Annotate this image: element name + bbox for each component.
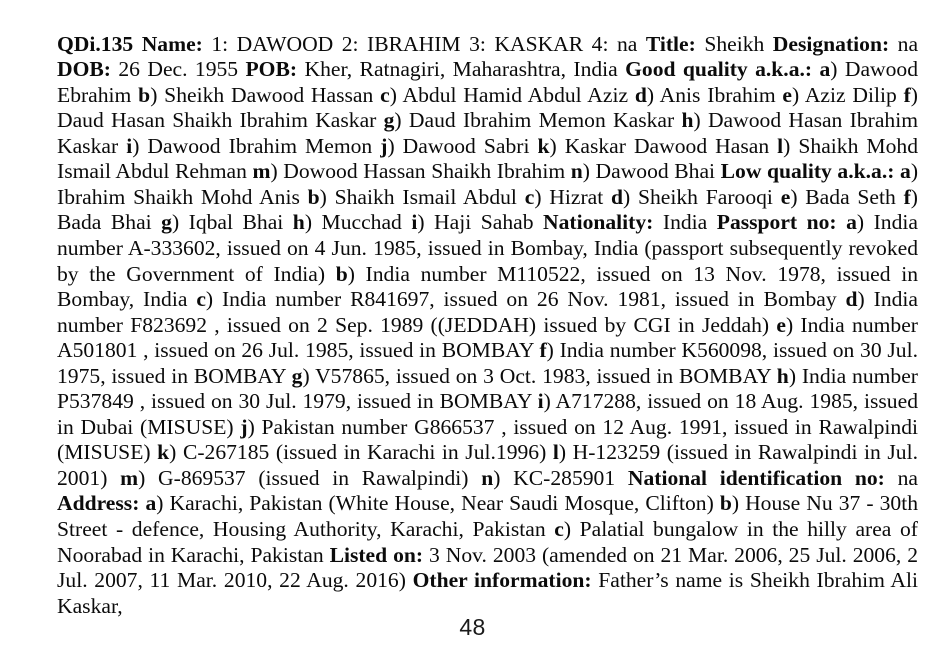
other-information-value: Father’s name is Sheikh Ibrahim Ali Kaskar, (57, 568, 918, 618)
list-marker: a (846, 210, 857, 235)
low-quality-aka-label: Low quality a.k.a.: (720, 159, 895, 184)
list-item: ) Dawood Hasan Ibrahim Kaskar (57, 108, 918, 158)
name-label: Name: (141, 31, 203, 56)
list-item: ) Hizrat (534, 184, 612, 209)
list-item: ) India number A501801 , issued on 26 Jul. 1985, issued in BOMBAY (57, 312, 918, 363)
list-item: ) Dawood Bhai (582, 159, 716, 184)
designation-value: na (897, 31, 919, 56)
list-marker: f (539, 338, 547, 363)
list-item: ) Aziz Dilip (792, 82, 904, 107)
national-identification-no-label: National identification no: (627, 465, 885, 490)
list-item: ) Dawood Ebrahim (57, 57, 919, 107)
list-marker: m (120, 465, 139, 490)
list-item: ) Iqbal Bhai (171, 210, 293, 235)
list-item: ) Ibrahim Shaikh Mohd Anis (57, 159, 919, 209)
list-marker: i (126, 133, 133, 158)
pob-label: POB: (245, 57, 298, 82)
list-item: ) Pakistan number G866537 , issued on 12 Aug. 1991, issued in Rawalpindi (MISUSE) (57, 414, 918, 465)
list-marker: c (554, 516, 564, 541)
dob-value: 26 Dec. 1955 (118, 57, 239, 82)
list-item: ) Dawood Ibrahim Memon (132, 133, 381, 158)
list-marker: c (196, 287, 206, 312)
list-item: ) KC-285901 (493, 465, 616, 490)
list-marker: b (719, 491, 732, 516)
list-marker: i (537, 389, 544, 414)
list-marker: e (780, 184, 791, 209)
list-item: ) Dawood Sabri (387, 133, 538, 158)
list-marker: h (292, 210, 305, 235)
list-marker: l (552, 440, 559, 465)
list-item: ) Bada Bhai (57, 184, 918, 235)
list-marker: f (903, 82, 911, 107)
name-value: 1: DAWOOD 2: IBRAHIM 3: KASKAR 4: na (211, 31, 638, 56)
address-label: Address: (57, 491, 140, 516)
list-item: ) Sheikh Farooqi (623, 184, 781, 209)
entry-reference-number: QDi.135 (57, 31, 134, 56)
nationality-label: Nationality: (543, 210, 654, 235)
list-item: ) Abdul Hamid Abdul Aziz (389, 82, 635, 107)
designation-label: Designation: (772, 31, 890, 56)
list-item: ) House Nu 37 - 30th Street - defence, Housing Authority, Karachi, Pakistan (57, 491, 919, 541)
list-item: ) Haji Sahab (417, 210, 534, 235)
list-marker: i (411, 210, 418, 235)
list-item: ) India number M110522, issued on 13 Nov. 1978, issued in Bombay, India (57, 261, 919, 312)
list-marker: g (383, 108, 395, 133)
list-marker: e (776, 312, 786, 337)
list-item: ) India number F823692 , issued on 2 Sep. 1989 ((JEDDAH) issued by CGI in Jeddah) (57, 287, 918, 337)
list-item: ) A717288, issued on 18 Aug. 1985, issued in Dubai (MISUSE) (57, 389, 918, 439)
list-item: ) Karachi, Pakistan (White House, Near Saudi Mosque, Clifton) (156, 491, 720, 516)
list-marker: c (380, 82, 390, 107)
list-item: ) H-123259 (issued in Rawalpindi in Jul. 2001) (57, 440, 918, 490)
dob-label: DOB: (57, 57, 111, 82)
list-marker: e (782, 82, 793, 107)
list-item: ) G-869537 (issued in Rawalpindi) (138, 465, 482, 490)
passport-list (57, 210, 918, 489)
list-item: ) India number A-333602, issued on 4 Jun. 1985, issued in Bombay, India (passport subsequently revoked by the Government of India) (57, 210, 918, 286)
other-information-label: Other information: (412, 568, 592, 593)
list-item: ) Dowood Hassan Shaikh Ibrahim (270, 159, 571, 184)
list-item: ) Kaskar Dawood Hasan (549, 133, 778, 158)
list-item: ) Sheikh Dawood Hassan (150, 82, 381, 107)
list-marker: j (380, 133, 388, 158)
list-marker: b (138, 82, 151, 107)
list-item: ) India number K560098, issued on 30 Jul. 1975, issued in BOMBAY (57, 338, 918, 388)
list-item: ) C-267185 (issued in Karachi in Jul.1996) (169, 440, 553, 465)
list-marker: h (776, 363, 789, 388)
list-marker: a (145, 491, 157, 516)
list-item: ) Anis Ibrahim (646, 82, 783, 107)
listed-on-value: 3 Nov. 2003 (amended on 21 Mar. 2006, 25 Jul. 2006, 2 Jul. 2007, 11 Mar. 2010, 22 Aug. 2016) (57, 542, 919, 593)
list-marker: m (252, 159, 271, 184)
list-item: ) Shaikh Ismail Abdul (319, 184, 525, 209)
list-item: ) Daud Hasan Shaikh Ibrahim Kaskar (57, 82, 918, 133)
title-value: Sheikh (704, 31, 765, 56)
list-marker: g (161, 210, 172, 235)
list-item: ) India number P537849 , issued on 30 Jul. 1979, issued in BOMBAY (57, 363, 918, 414)
good-quality-aka-label: Good quality a.k.a.: (625, 57, 813, 82)
list-marker: b (307, 184, 320, 209)
list-marker: n (481, 465, 494, 490)
national-identification-no-value: na (897, 465, 918, 490)
list-marker: f (903, 184, 911, 209)
title-label: Title: (645, 31, 696, 56)
list-marker: k (537, 133, 550, 158)
list-item: ) India number R841697, issued on 26 Nov. 1981, issued in Bombay (205, 287, 846, 312)
list-item: ) Shaikh Mohd Ismail Abdul Rehman (57, 133, 919, 184)
list-marker: n (570, 159, 583, 184)
sanctions-list-entry (57, 32, 918, 620)
list-marker: c (524, 184, 535, 209)
list-item: ) V57865, issued on 3 Oct. 1983, issued in BOMBAY (302, 363, 777, 388)
nationality-value: India (662, 210, 708, 235)
list-marker: a (819, 57, 831, 82)
list-marker: k (157, 440, 170, 465)
list-marker: d (611, 184, 624, 209)
list-marker: h (681, 108, 694, 133)
list-item: ) Bada Seth (790, 184, 904, 209)
passport-no-label: Passport no: (716, 210, 837, 235)
list-marker: d (634, 82, 647, 107)
listed-on-label: Listed on: (329, 542, 424, 567)
list-item: ) Daud Ibrahim Memon Kaskar (394, 108, 682, 133)
list-item: ) Mucchad (304, 210, 412, 235)
list-marker: l (777, 133, 784, 158)
list-marker: b (335, 261, 348, 286)
list-marker: d (845, 287, 858, 312)
list-item: ) Palatial bungalow in the hilly area of Noorabad in Karachi, Pakistan (57, 516, 918, 567)
list-marker: j (240, 414, 248, 439)
list-marker: a (900, 159, 911, 184)
list-marker: g (291, 363, 303, 388)
page-number: 48 (459, 614, 486, 640)
pob-value: Kher, Ratnagiri, Maharashtra, India (304, 57, 618, 82)
